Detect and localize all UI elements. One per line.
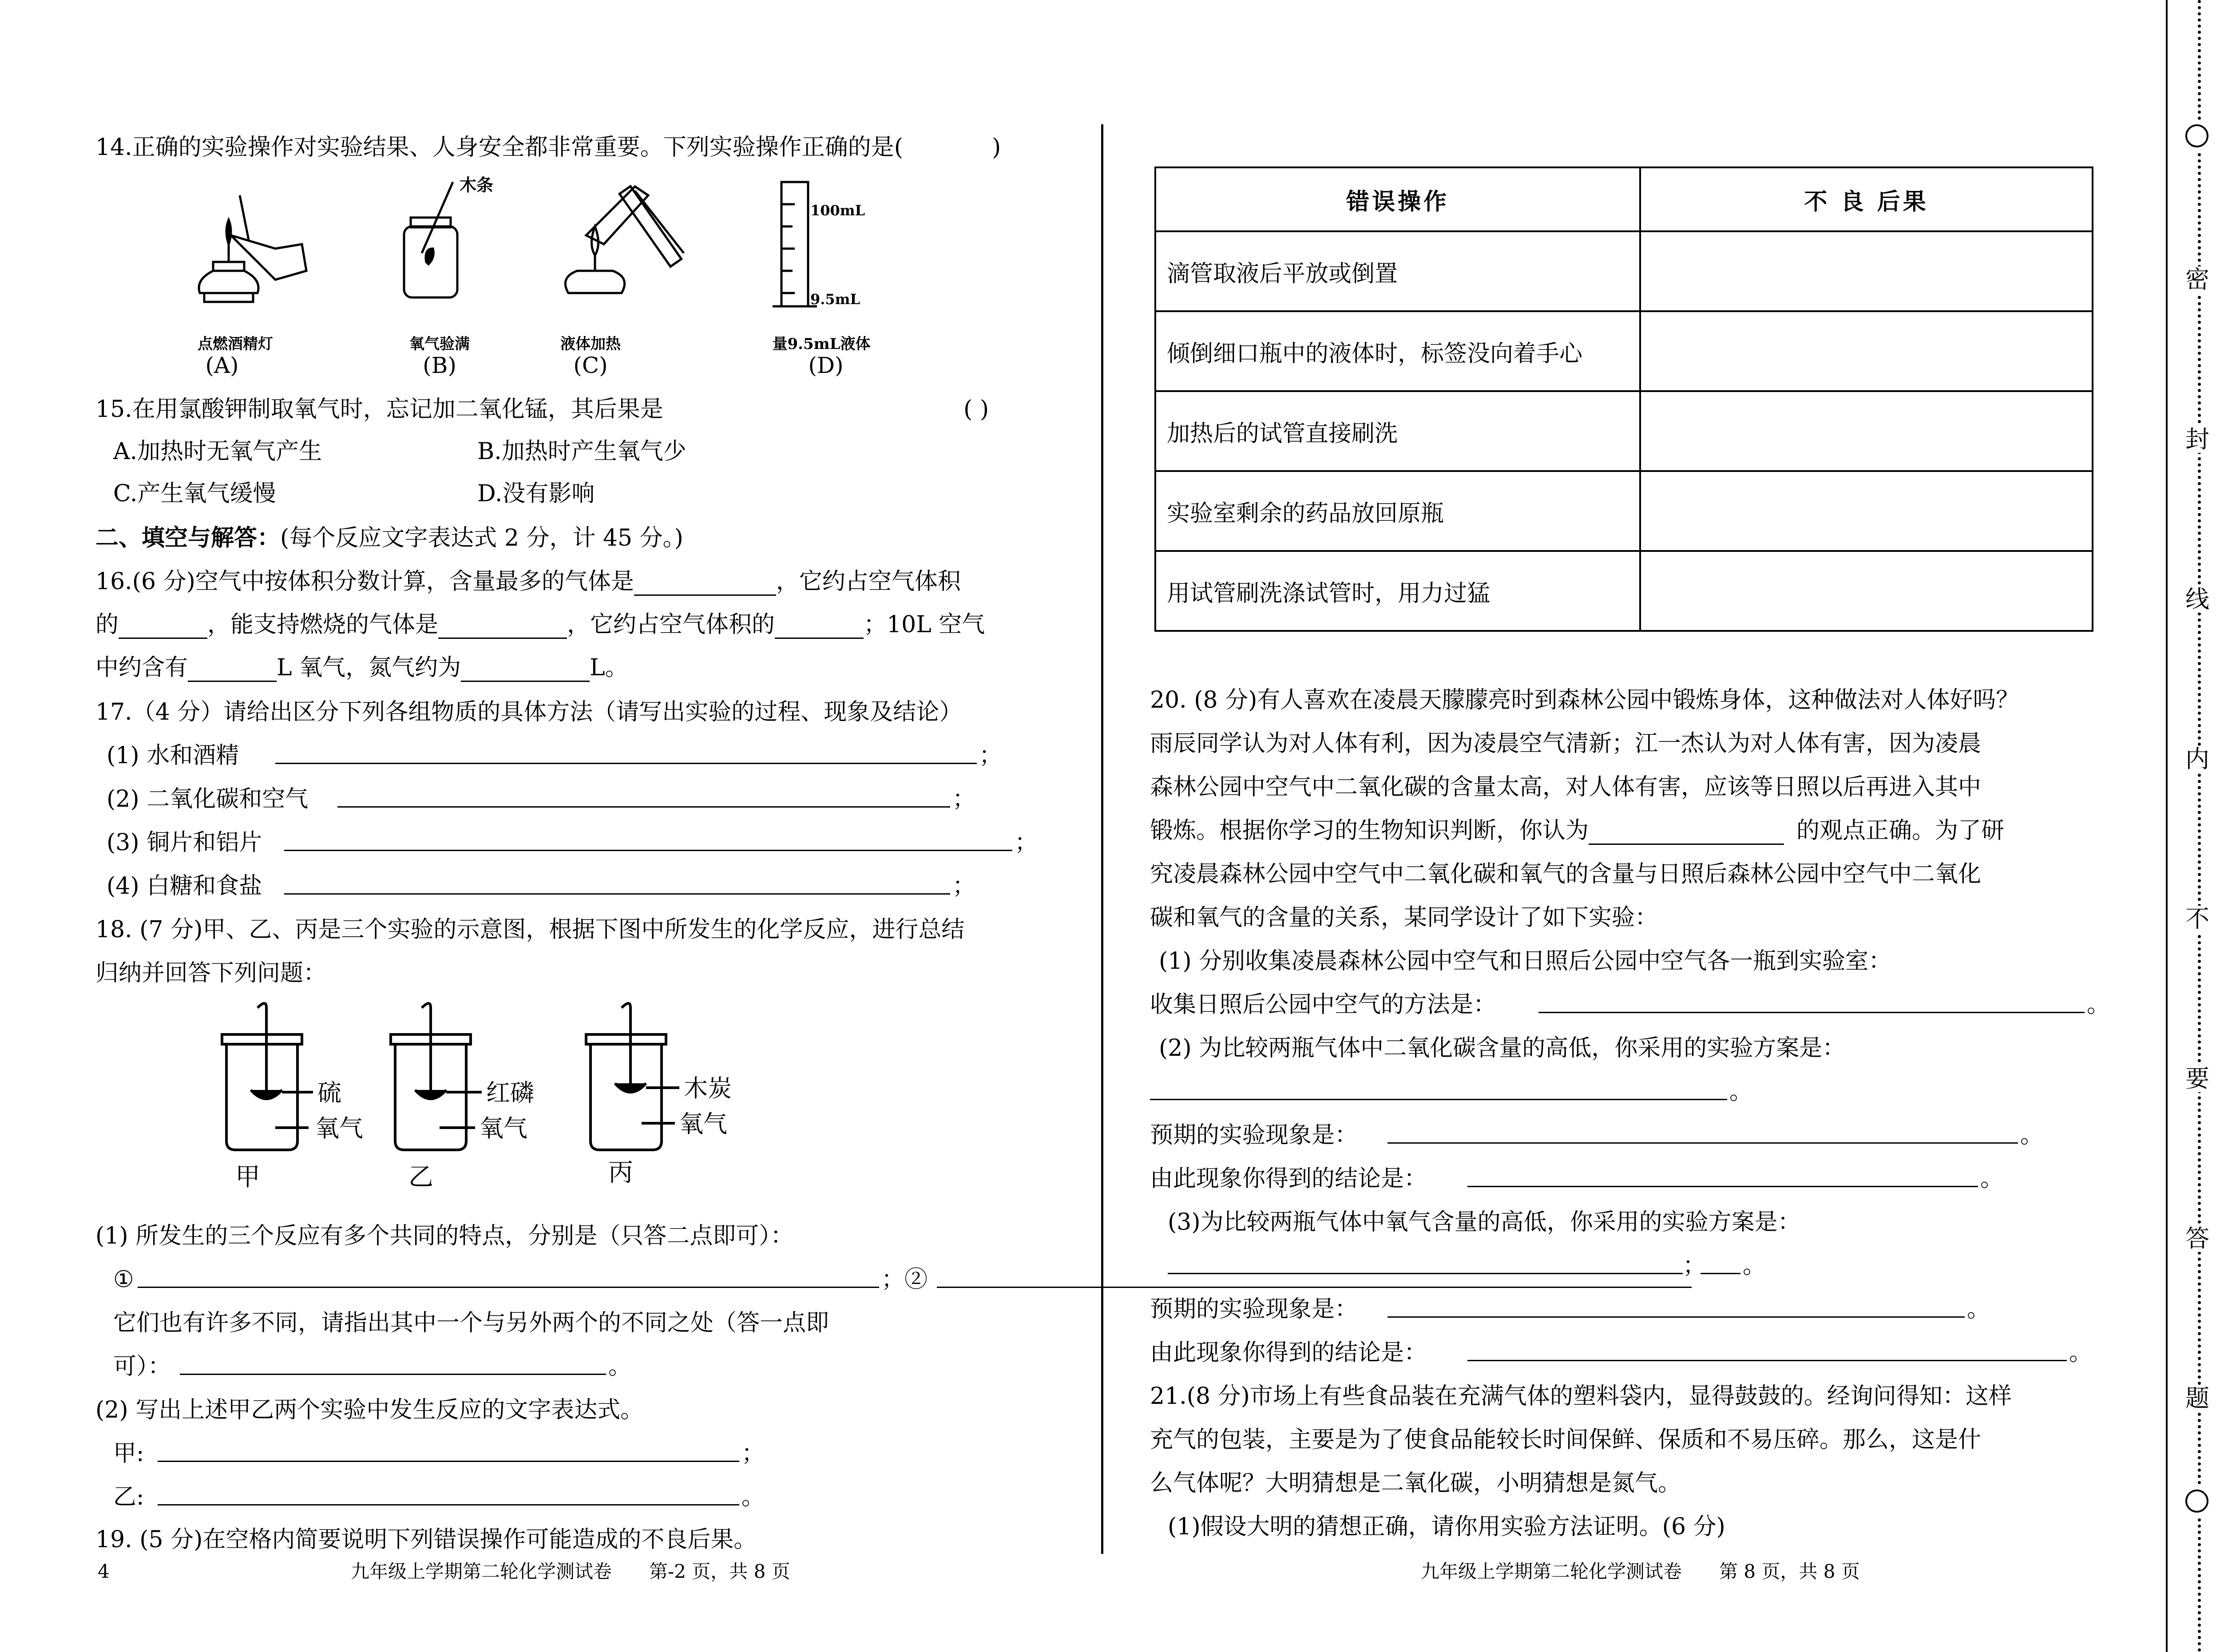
caption-b: 氧气验满	[409, 335, 470, 353]
period: 。	[2069, 1339, 2093, 1366]
yi-label: 乙:	[113, 1484, 144, 1510]
q20-line-3: 森林公园中空气中二氧化碳的含量太高，对人体有害，应该等日照以后再进入其中	[1150, 774, 1982, 800]
cylinder-figure-d	[773, 182, 817, 306]
q18-sub-2: (2) 写出上述甲乙两个实验中发生反应的文字表达式。	[95, 1397, 644, 1423]
caption-d: 量9.5mL液体	[772, 335, 871, 353]
q20-sub-3: (3)为比较两瓶气体中氧气含量的高低，你采用的实验方案是：	[1168, 1209, 1801, 1236]
label-bing: 丙	[608, 1158, 633, 1187]
answer-line[interactable]	[1388, 1316, 1965, 1318]
answer-line[interactable]	[158, 1504, 739, 1505]
q18-sub-1: (1) 所发生的三个反应有多个共同的特点，分别是（只答二点即可）：	[95, 1223, 794, 1249]
q14-close-paren: )	[992, 134, 1001, 161]
answer-line[interactable]	[1467, 1360, 2067, 1361]
seal-char: 答	[2185, 1224, 2209, 1252]
semicolon: ；	[1683, 1252, 1706, 1279]
caption-c: 液体加热	[560, 335, 621, 353]
label-sulfur: 硫	[317, 1079, 341, 1107]
answer-line[interactable]	[158, 1461, 739, 1462]
table-header-row	[1155, 167, 2093, 231]
q20-line-6: 碳和氧气的含量的关系，某同学设计了如下实验：	[1150, 904, 1658, 931]
q14-figures	[186, 175, 865, 342]
error-consequence-table	[1154, 166, 2093, 632]
period: 。	[2020, 1122, 2044, 1149]
q17-item-label: (4) 白糖和食盐	[107, 873, 262, 899]
answer-line[interactable]	[138, 1287, 879, 1288]
consequence-cell[interactable]	[1640, 391, 2093, 471]
period: 。	[741, 1484, 765, 1510]
period: 。	[1967, 1296, 1990, 1323]
q16-part: L。	[590, 654, 628, 681]
answer-blank[interactable]	[1589, 820, 1784, 845]
answer-line[interactable]	[1467, 1186, 1978, 1187]
lamp-figure-a	[199, 195, 306, 302]
q16-line-2	[95, 610, 985, 639]
consequence-cell[interactable]	[1640, 471, 2093, 551]
q17-item-4	[107, 872, 262, 900]
circle-one: ①	[113, 1266, 134, 1293]
binding-edge-line	[2166, 0, 2168, 1652]
seal-char: 题	[2185, 1384, 2209, 1412]
period: 。	[1729, 1078, 1753, 1105]
q16-line-3	[95, 654, 628, 682]
semicolon: ；	[952, 873, 976, 899]
label-o2-bing: 氧气	[679, 1110, 727, 1138]
answer-line[interactable]	[937, 1287, 1692, 1288]
q17-item-label: (1) 水和酒精	[107, 742, 239, 769]
q20-sub-2: (2) 为比较两瓶气体中二氧化碳含量的高低，你采用的实验方案是：	[1159, 1035, 1846, 1062]
ml95-label: 9.5mL	[810, 291, 860, 308]
q15-option-a: A.加热时无氧气产生	[113, 438, 322, 465]
q18-diff-line-1: 它们也有许多不同，请指出其中一个与另外两个的不同之处（答一点即	[113, 1310, 829, 1336]
semicolon: ；	[952, 786, 976, 812]
table-row	[1155, 551, 2093, 631]
expect-label: 预期的实验现象是：	[1150, 1296, 1358, 1323]
q14-stem: 14.正确的实验操作对实验结果、人身安全都非常重要。下列实验操作正确的是(	[95, 134, 903, 161]
q20-part: 锻炼。根据你学习的生物知识判断，你认为	[1150, 817, 1589, 844]
answer-line[interactable]	[284, 893, 950, 895]
q15-option-c: C.产生氧气缓慢	[113, 480, 276, 507]
label-charcoal: 木炭	[684, 1074, 732, 1102]
q16-part: ；10L 空气	[864, 611, 985, 638]
table-row	[1155, 231, 2093, 311]
answer-line[interactable]	[337, 806, 950, 808]
table-row	[1155, 391, 2093, 471]
q16-line-1	[95, 567, 961, 596]
q14-text	[95, 133, 1001, 162]
label-jia: 甲	[235, 1163, 260, 1192]
error-op-cell: 用试管刷洗涤试管时，用力过猛	[1155, 551, 1640, 631]
footer-right: 九年级上学期第二轮化学测试卷 第 8 页，共 8 页	[1421, 1561, 1860, 1582]
q15-text: 15.在用氯酸钾制取氧气时，忘记加二氧化锰，其后果是	[95, 396, 663, 423]
q20-line-1: 20. (8 分)有人喜欢在凌晨天朦朦亮时到森林公园中锻炼身体，这种做法对人体好吗？	[1150, 687, 2019, 713]
q17-item-2	[107, 785, 308, 813]
jar-bing	[586, 1003, 679, 1150]
consequence-cell[interactable]	[1640, 551, 2093, 631]
answer-line[interactable]	[1538, 1012, 2085, 1013]
letter-c: (C)	[573, 353, 608, 378]
conclude-label: 由此现象你得到的结论是：	[1150, 1339, 1427, 1366]
answer-line[interactable]	[1168, 1273, 1683, 1274]
q18-line-1: 18. (7 分)甲、乙、丙是三个实验的示意图，根据下图中所发生的化学反应，进行总结	[95, 916, 965, 943]
period: 。	[1743, 1252, 1766, 1279]
q18-figures	[209, 1008, 830, 1194]
q15-option-b: B.加热时产生氧气少	[477, 438, 686, 465]
section-2-note: (每个反应文字表达式 2 分，计 45 分。)	[280, 525, 683, 551]
answer-blank[interactable]	[634, 571, 776, 596]
q21-sub-1: (1)假设大明的猜想正确，请你用实验方法证明。(6 分)	[1168, 1513, 1725, 1540]
seal-char: 不	[2185, 905, 2209, 933]
answer-line[interactable]	[180, 1374, 606, 1375]
q17-item-3	[107, 828, 262, 857]
q16-part: 16.(6 分)空气中按体积分数计算，含量最多的气体是	[95, 568, 634, 595]
label-yi: 乙	[408, 1163, 433, 1192]
period: 。	[1980, 1165, 2004, 1192]
answer-blank[interactable]	[188, 658, 277, 682]
conclude-label: 由此现象你得到的结论是：	[1150, 1165, 1427, 1192]
column-divider	[1101, 124, 1103, 1554]
q16-part: ，它约占空气体积的	[567, 611, 775, 638]
header-error-op: 错误操作	[1155, 167, 1640, 231]
semicolon: ；	[979, 742, 1003, 769]
q20-line-4	[1150, 816, 2004, 845]
header-consequence: 不 良 后果	[1640, 167, 2093, 231]
q16-part: ，它约占空气体积	[776, 568, 961, 595]
jar-jia	[222, 1003, 313, 1150]
answer-blank[interactable]	[119, 614, 207, 639]
q16-part: 的	[95, 611, 119, 638]
jia-label: 甲:	[113, 1440, 144, 1467]
letter-a: (A)	[205, 353, 239, 378]
answer-blank[interactable]	[438, 614, 567, 639]
seal-char: 要	[2185, 1065, 2209, 1093]
dotted-line	[2198, 1518, 2201, 1652]
q16-part: ，能支持燃烧的气体是	[207, 611, 439, 638]
binding-hole-circle	[2185, 1490, 2208, 1513]
collect-label: 收集日照后公园中空气的方法是：	[1150, 991, 1497, 1018]
section-2-heading	[95, 524, 683, 552]
error-op-cell: 倾倒细口瓶中的液体时，标签没向着手心	[1155, 311, 1640, 391]
wood-label: 木条	[460, 175, 494, 195]
label-o2-jia: 氧气	[315, 1114, 363, 1142]
circle-two: ；②	[881, 1266, 928, 1293]
answer-line[interactable]	[1701, 1273, 1740, 1274]
expect-label: 预期的实验现象是：	[1150, 1122, 1358, 1149]
q20-part: 的观点正确。为了研	[1796, 817, 2005, 844]
q15-option-d: D.没有影响	[477, 480, 595, 507]
seal-char: 线	[2185, 585, 2209, 613]
q21-line-3: 么气体呢？大明猜想是二氧化碳，小明猜想是氮气。	[1150, 1470, 1681, 1497]
section-2-title: 二、填空与解答：	[95, 524, 281, 551]
answer-blank[interactable]	[461, 658, 590, 682]
q17-item-label: (2) 二氧化碳和空气	[107, 786, 309, 812]
ml100-label: 100mL	[810, 202, 865, 219]
q18-diff-line-2: 可）：	[113, 1353, 171, 1380]
period: 。	[2087, 991, 2110, 1018]
heating-figure-c	[565, 186, 684, 293]
error-op-cell: 滴管取液后平放或倒置	[1155, 231, 1640, 311]
q17-item-1	[107, 741, 239, 770]
dotted-line	[2198, 0, 2201, 120]
letter-d: (D)	[808, 353, 844, 378]
label-red-phosphorus: 红磷	[486, 1079, 534, 1107]
letter-b: (B)	[423, 353, 456, 378]
seal-char: 内	[2185, 745, 2209, 773]
q20-line-2: 雨辰同学认为对人体有利，因为凌晨空气清新；江一杰认为对人体有害，因为凌晨	[1150, 730, 1982, 757]
answer-line[interactable]	[275, 763, 977, 764]
q17-item-label: (3) 铜片和铝片	[107, 829, 262, 856]
consequence-cell[interactable]	[1640, 311, 2093, 391]
binding-hole-circle	[2185, 124, 2208, 147]
q19-text: 19. (5 分)在空格内简要说明下列错误操作可能造成的不良后果。	[95, 1526, 757, 1553]
seal-char: 密	[2185, 265, 2209, 293]
q16-part: 中约含有	[95, 654, 188, 681]
q20-sub-1: (1) 分别收集凌晨森林公园中空气和日照后公园中空气各一瓶到实验室：	[1159, 948, 1892, 975]
consequence-cell[interactable]	[1640, 231, 2093, 311]
q21-line-1: 21.(8 分)市场上有些食品装在充满气体的塑料袋内，显得鼓鼓的。经询问得知：这样	[1150, 1383, 2012, 1410]
table-row	[1155, 471, 2093, 551]
error-op-cell: 实验室剩余的药品放回原瓶	[1155, 471, 1640, 551]
q17-text: 17.（4 分）请给出区分下列各组物质的具体方法（请写出实验的过程、现象及结论）	[95, 699, 963, 725]
q16-part: L 氧气，氮气约为	[277, 654, 461, 681]
answer-line[interactable]	[1150, 1099, 1727, 1100]
answer-blank[interactable]	[775, 614, 864, 639]
table-row	[1155, 311, 2093, 391]
answer-line[interactable]	[1388, 1142, 2018, 1144]
period: 。	[608, 1353, 632, 1380]
bottle-figure-b	[404, 182, 457, 297]
semicolon: ；	[741, 1440, 765, 1467]
q20-line-5: 究凌晨森林公园中空气中二氧化碳和氧气的含量与日照后森林公园中空气中二氧化	[1150, 861, 1982, 887]
error-op-cell: 加热后的试管直接刷洗	[1155, 391, 1640, 471]
dotted-line	[2198, 153, 2201, 1485]
page-number: 4	[98, 1561, 110, 1582]
seal-char: 封	[2185, 425, 2209, 453]
q15-paren: ( )	[963, 396, 989, 423]
q18-line-2: 归纳并回答下列问题：	[95, 960, 327, 986]
jar-yi	[391, 1003, 482, 1150]
label-o2-yi: 氧气	[480, 1114, 527, 1142]
q21-line-2: 充气的包装，主要是为了使食品能较长时间保鲜、保质和不易压碎。那么，这是什	[1150, 1426, 1982, 1453]
footer-left: 九年级上学期第二轮化学测试卷 第-2 页，共 8 页	[351, 1561, 790, 1582]
semicolon: ；	[1015, 829, 1038, 856]
caption-a: 点燃酒精灯	[198, 335, 273, 353]
answer-line[interactable]	[284, 850, 1012, 851]
